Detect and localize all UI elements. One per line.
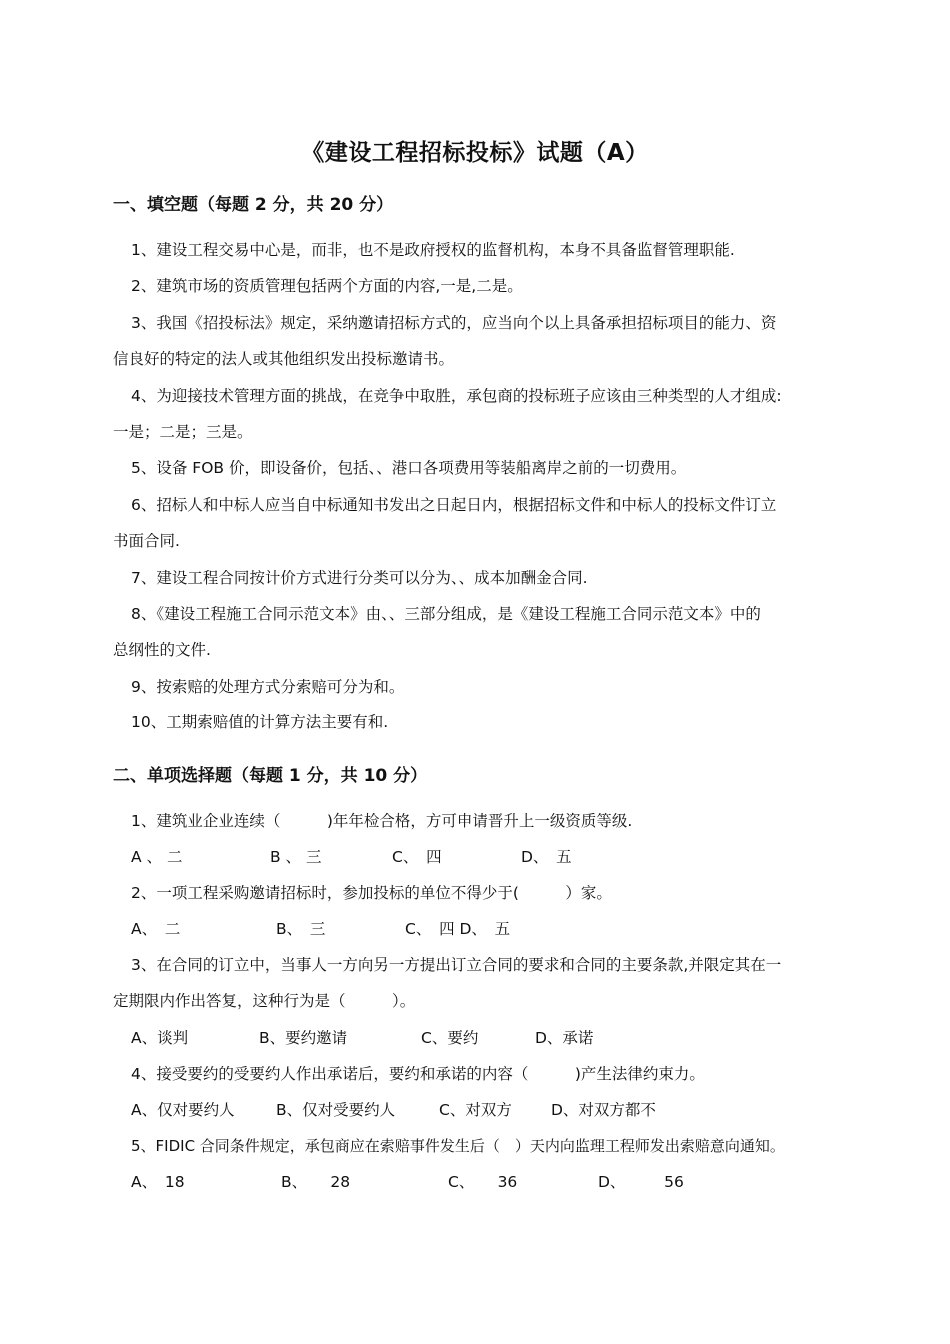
option-b: B、仅对受要约人: [276, 1101, 396, 1119]
question-line: 3、我国《招投标法》规定，采纳邀请招标方式的，应当向个以上具备承担招标项目的能力、资: [131, 314, 777, 332]
question-3-cont: 定期限内作出答复，这种行为是（ ）。: [113, 992, 416, 1010]
question-line: 总纲性的文件.: [113, 641, 211, 659]
option-a: A、 二: [131, 920, 181, 938]
option-d: D、 56: [598, 1173, 684, 1191]
option-a: A、 18: [131, 1173, 185, 1191]
question-line: 2、建筑市场的资质管理包括两个方面的内容,一是,二是。: [131, 277, 523, 295]
option-b: B 、 三: [270, 848, 322, 866]
question-line: 1、建设工程交易中心是，而非，也不是政府授权的监督机构，本身不具备监督管理职能.: [131, 241, 735, 259]
option-b: B、要约邀请: [259, 1029, 348, 1047]
option-c: C、 四: [392, 848, 442, 866]
question-line: 书面合同.: [113, 532, 180, 550]
option-d: D、承诺: [535, 1029, 594, 1047]
question-3: 3、在合同的订立中，当事人一方向另一方提出订立合同的要求和合同的主要条款,并限定其在一: [131, 956, 782, 974]
question-line: 5、设备 FOB 价，即设备价，包括、、港口各项费用等装船离岸之前的一切费用。: [131, 459, 687, 477]
question-line: 10、工期索赔值的计算方法主要有和.: [131, 713, 389, 731]
question-1: 1、建筑业企业连续（ )年年检合格，方可申请晋升上一级资质等级.: [131, 812, 633, 830]
question-line: 9、按索赔的处理方式分索赔可分为和。: [131, 678, 405, 696]
option-a: A 、 二: [131, 848, 183, 866]
option-d: D、对双方都不: [551, 1101, 656, 1119]
option-a: A、仅对要约人: [131, 1101, 235, 1119]
question-line: 4、为迎接技术管理方面的挑战，在竞争中取胜，承包商的投标班子应该由三种类型的人才组成:: [131, 387, 782, 405]
section-heading-single-choice: 二、单项选择题（每题 1 分，共 10 分）: [113, 766, 428, 786]
option-d: D、 五: [521, 848, 572, 866]
question-5: 5、FIDIC 合同条件规定，承包商应在索赔事件发生后（ ）天内向监理工程师发出索赔意向通知。: [131, 1137, 785, 1155]
question-line: 信良好的特定的法人或其他组织发出投标邀请书。: [113, 350, 455, 368]
document-title: 《建设工程招标投标》试题（A）: [301, 140, 649, 166]
question-4: 4、接受要约的受要约人作出承诺后，要约和承诺的内容（ )产生法律约束力。: [131, 1065, 705, 1083]
question-line: 7、建设工程合同按计价方式进行分类可以分为、、成本加酬金合同.: [131, 569, 588, 587]
question-line: 8、《建设工程施工合同示范文本》由、、三部分组成，是《建设工程施工合同示范文本》中的: [131, 605, 761, 623]
option-c: C、对双方: [439, 1101, 512, 1119]
option-c: C、要约: [421, 1029, 479, 1047]
option-c: C、 36: [448, 1173, 518, 1191]
question-line: 一是；二是；三是。: [113, 423, 253, 441]
option-c-d: C、 四 D、 五: [405, 920, 511, 938]
question-2: 2、一项工程采购邀请招标时，参加投标的单位不得少于( ）家。: [131, 884, 612, 902]
option-a: A、谈判: [131, 1029, 189, 1047]
option-b: B、 28: [281, 1173, 351, 1191]
question-line: 6、招标人和中标人应当自中标通知书发出之日起日内，根据招标文件和中标人的投标文件订立: [131, 496, 777, 514]
section-heading-fill-in: 一、填空题（每题 2 分，共 20 分）: [113, 195, 394, 215]
option-b: B、 三: [276, 920, 326, 938]
